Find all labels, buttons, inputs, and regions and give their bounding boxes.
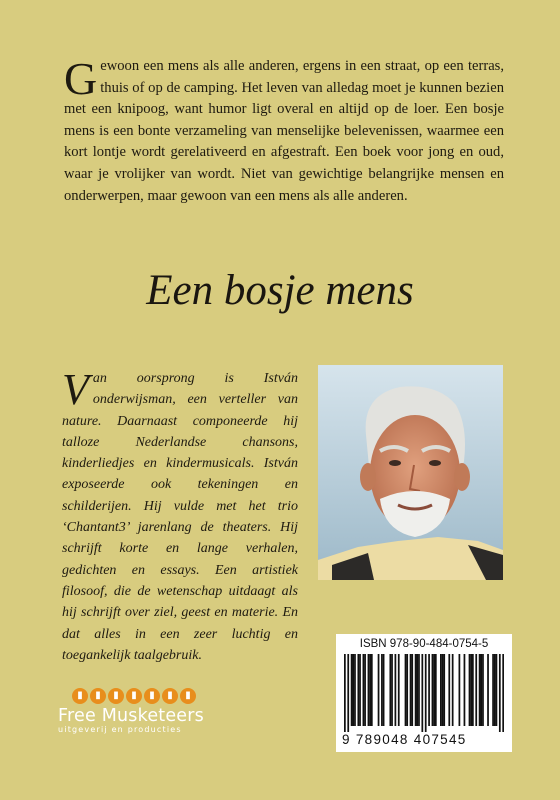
barcode-bar — [459, 654, 461, 726]
barcode-bar — [406, 654, 408, 726]
publisher-logo — [58, 688, 228, 734]
barcode-bar — [371, 654, 373, 726]
publisher-name: Free Musketeers — [58, 706, 204, 726]
barcode-bar — [425, 654, 427, 732]
book-title: Een bosje mens — [146, 267, 414, 314]
barcode-bar — [421, 654, 423, 732]
book-icon: ▮ — [126, 688, 142, 704]
barcode-bar — [368, 654, 370, 726]
back-cover-blurb — [64, 53, 504, 207]
barcode-bar — [359, 654, 361, 726]
publisher-tagline: uitgeverij en producties — [58, 725, 182, 734]
barcode-bar — [383, 654, 385, 726]
barcode-bar — [381, 654, 383, 726]
book-icon: ▮ — [108, 688, 124, 704]
barcode-bars — [344, 654, 504, 732]
barcode-bar — [405, 654, 407, 726]
barcode-bar — [364, 654, 366, 726]
barcode-bar — [378, 654, 380, 726]
barcode-bar — [470, 654, 472, 726]
barcode-bar — [482, 654, 484, 726]
blurb-text: ewoon een mens als alle anderen, ergens in een straat, op een terras, thuis of op de camping. Het leven van alledag moet je kunnen bezien met een knipoog, want humor ligt overal en altijd op de loer. Een bosje mens is een bonte verzameling van menselijke belevenissen, waarmee een kort lontje wordt gerelativeerd en afgestraft. Een boek voor jong en oud, waar je vrolijker van wordt. Niet van gewichtige belangrijke mensen en onderwerpen, maar gewoon van een mens als alle anderen. — [64, 58, 504, 204]
author-bio — [62, 365, 298, 666]
publisher-icon-row — [72, 688, 228, 704]
barcode-bar — [411, 654, 413, 726]
barcode-bar — [395, 654, 397, 726]
barcode-bar — [480, 654, 482, 726]
barcode-bar — [443, 654, 445, 726]
barcode-bar — [472, 654, 474, 726]
isbn-label: ISBN 978-90-484-0754-5 — [359, 638, 489, 650]
barcode-bar — [432, 654, 434, 726]
barcode-bar — [418, 654, 420, 726]
barcode-bar — [435, 654, 437, 726]
barcode-bar — [357, 654, 359, 726]
barcode-bar — [452, 654, 454, 726]
barcode-bar — [428, 654, 430, 726]
barcode-bar — [464, 654, 466, 726]
book-icon: ▮ — [72, 688, 88, 704]
barcode-bar — [440, 654, 442, 726]
barcode-bar — [347, 654, 349, 732]
barcode-bar — [391, 654, 393, 726]
barcode-bar — [410, 654, 412, 726]
barcode-bar — [369, 654, 371, 726]
bio-drop-cap: V — [62, 365, 89, 414]
barcode-bar — [469, 654, 471, 726]
blurb-drop-cap: G — [64, 53, 98, 104]
book-icon: ▮ — [162, 688, 178, 704]
barcode-bar — [499, 654, 501, 732]
author-photo — [318, 365, 503, 580]
barcode-bar — [363, 654, 365, 726]
barcode-bar — [352, 654, 354, 726]
barcode-bar — [398, 654, 400, 726]
barcode-bar — [475, 654, 477, 726]
barcode-bar — [492, 654, 494, 726]
barcode-bar — [415, 654, 417, 726]
book-icon: ▮ — [144, 688, 160, 704]
barcode-bar — [502, 654, 504, 732]
ean-digits: 9 789048 407545 — [342, 732, 467, 747]
barcode-bar — [344, 654, 346, 732]
barcode-bar — [433, 654, 435, 726]
barcode-bar — [496, 654, 498, 726]
barcode-bar — [479, 654, 481, 726]
book-icon: ▮ — [180, 688, 196, 704]
isbn-barcode — [336, 634, 512, 752]
barcode-bar — [351, 654, 353, 726]
barcode-bar — [354, 654, 356, 726]
book-icon: ▮ — [90, 688, 106, 704]
barcode-bar — [448, 654, 450, 726]
barcode-bar — [442, 654, 444, 726]
barcode-bar — [389, 654, 391, 726]
bio-text: an oorsprong is István onderwijsman, een verteller van nature. Daarnaast componeerde hij talloze Nederlandse chansons, kinderliedjes en kindermusicals. István exposeerde ook tekeningen en schilderijen. Hij vulde met het trio ‘Chantant3’ jarenlang de theaters. Hij schrijft korte en lange verhalen, gedichten en essays. Een artistiek filosoof, die de wetenschap uitdaagt als hij schrijft over ziel, geest en materie. En dat alles in een zeer luchtig en toegankelijk taalgebruik. — [62, 371, 298, 663]
barcode-bar — [494, 654, 496, 726]
barcode-bar — [416, 654, 418, 726]
barcode-bar — [487, 654, 489, 726]
